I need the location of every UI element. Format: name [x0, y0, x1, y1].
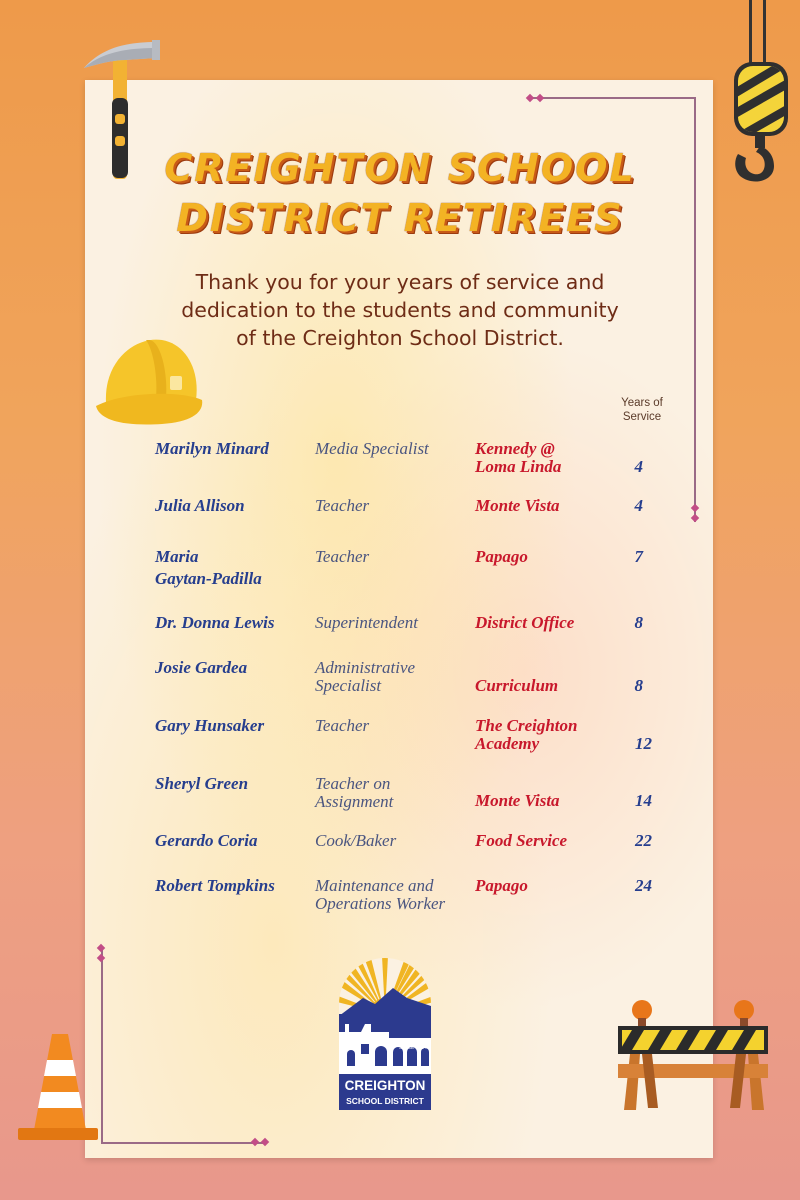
retiree-name: Marilyn Minard: [155, 439, 269, 458]
retiree-role: Operations Worker: [315, 894, 446, 913]
retiree-site: Curriculum: [475, 676, 559, 695]
retiree-years: 8: [634, 613, 643, 632]
retiree-site: Food Service: [475, 831, 568, 850]
retiree-role: Teacher: [315, 547, 370, 566]
retiree-site: Papago: [475, 876, 528, 895]
retiree-name: Sheryl Green: [155, 774, 249, 793]
logo-subtitle: SCHOOL DISTRICT: [346, 1096, 424, 1106]
retiree-name: Julia Allison: [155, 496, 245, 515]
years-header-line: Years of: [621, 397, 663, 409]
district-logo: [335, 954, 435, 1114]
intro-text: [120, 268, 680, 352]
intro-line: Thank you for your years of service and: [195, 270, 605, 294]
retiree-site: Monte Vista: [475, 791, 560, 810]
retiree-role: Administrative: [315, 658, 416, 677]
retiree-role: Assignment: [315, 792, 394, 811]
retiree-role: Maintenance and: [315, 876, 434, 895]
intro-line: dedication to the students and community: [181, 298, 619, 322]
retiree-years: 24: [635, 876, 652, 895]
retiree-site: Academy: [475, 734, 540, 753]
title-line-1: CREIGHTON SCHOOL: [164, 146, 636, 190]
retiree-role: Superintendent: [315, 613, 418, 632]
retiree-name: Dr. Donna Lewis: [155, 613, 275, 632]
retiree-site: Kennedy @: [475, 439, 555, 458]
title-line-2: DISTRICT RETIREES: [176, 196, 624, 240]
retiree-site: Papago: [475, 547, 528, 566]
retiree-role: Teacher on: [315, 774, 391, 793]
years-header-line: Service: [622, 411, 662, 423]
retiree-site: Monte Vista: [475, 496, 560, 515]
retiree-years: 12: [635, 734, 652, 753]
retiree-name: Gary Hunsaker: [155, 716, 265, 735]
retiree-name: Josie Gardea: [155, 658, 248, 677]
intro-line: of the Creighton School District.: [236, 326, 564, 350]
logo-since: SINCE 1884: [399, 1045, 427, 1051]
retiree-years: 4: [634, 496, 643, 515]
retiree-role: Media Specialist: [315, 439, 429, 458]
retiree-years: 14: [635, 791, 652, 810]
retiree-name: Robert Tompkins: [155, 876, 275, 895]
frame-line-top: [530, 97, 695, 99]
retiree-name: Gerardo Coria: [155, 831, 258, 850]
retiree-site: The Creighton: [475, 716, 578, 735]
retiree-role: Teacher: [315, 716, 370, 735]
retiree-site: District Office: [475, 613, 575, 632]
retiree-years: 8: [634, 676, 643, 695]
frame-line-bottom: [101, 1142, 266, 1144]
retiree-years: 7: [634, 547, 643, 566]
barricade-icon: [612, 996, 772, 1114]
retiree-years: 4: [634, 457, 643, 476]
logo-name: CREIGHTON: [344, 1078, 426, 1093]
retiree-role: Teacher: [315, 496, 370, 515]
retiree-name: Gaytan-Padilla: [155, 569, 262, 588]
retiree-role: Specialist: [315, 676, 382, 695]
years-of-service-header: [612, 396, 672, 424]
retiree-years: 22: [635, 831, 652, 850]
retiree-site: Loma Linda: [475, 457, 562, 476]
retiree-name: Maria: [155, 547, 199, 566]
traffic-cone-icon: [12, 1030, 102, 1142]
retiree-role: Cook/Baker: [315, 831, 397, 850]
